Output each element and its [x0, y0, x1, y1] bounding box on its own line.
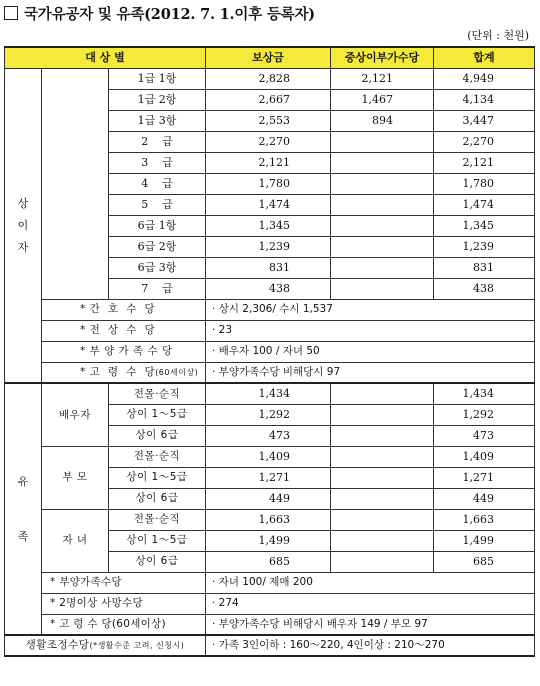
- wounded-label: [5, 68, 42, 383]
- allow-cell: [331, 257, 434, 278]
- grade-cell: 1급 2항: [109, 89, 206, 110]
- total-cell: 1,239: [434, 236, 535, 257]
- grade-cell: 2 급: [109, 131, 206, 152]
- extra-label: * 간 호 수 당: [42, 299, 206, 320]
- total-cell: 685: [434, 551, 535, 572]
- total-cell: 2,270: [434, 131, 535, 152]
- comp-cell: 1,780: [206, 173, 331, 194]
- type-cell: 상이 1～5급: [109, 404, 206, 425]
- comp-cell: 2,667: [206, 89, 331, 110]
- living-label-note: (*생활수준 고려, 신청시): [89, 641, 185, 651]
- group-name: 부 모: [42, 446, 109, 509]
- extra-label-text: * 고 령 수 당: [80, 366, 156, 378]
- extra-label: * 부 양 가 족 수 당: [42, 341, 206, 362]
- table-row: [5, 635, 535, 656]
- table-row: [5, 572, 535, 593]
- allow-cell: [331, 236, 434, 257]
- header-target: 대 상 별: [5, 47, 206, 68]
- allow-cell: [331, 131, 434, 152]
- checkbox-square-icon: [4, 6, 18, 20]
- table-row: [5, 383, 535, 404]
- grade-cell: 3 급: [109, 152, 206, 173]
- table-row: [5, 509, 535, 530]
- allow-cell: [331, 383, 434, 404]
- total-cell: 1,499: [434, 530, 535, 551]
- extra-value: · 상시 2,306/ 수시 1,537: [206, 299, 535, 320]
- comp-cell: 2,553: [206, 110, 331, 131]
- total-cell: 1,409: [434, 446, 535, 467]
- total-cell: 438: [434, 278, 535, 299]
- total-cell: 3,447: [434, 110, 535, 131]
- total-cell: 1,434: [434, 383, 535, 404]
- extra-label: * 고 령 수 당(60세이상): [42, 614, 206, 635]
- bereaved-label-char: 족: [17, 530, 29, 543]
- allow-cell: [331, 152, 434, 173]
- comp-cell: 1,292: [206, 404, 331, 425]
- grade-cell: 5 급: [109, 194, 206, 215]
- allow-cell: [331, 215, 434, 236]
- allow-cell: [331, 530, 434, 551]
- comp-cell: 1,474: [206, 194, 331, 215]
- extra-value: · 부양가족수당 비해당시 97: [206, 362, 535, 383]
- type-cell: 상이 1～5급: [109, 467, 206, 488]
- grade-cell: 6급 3항: [109, 257, 206, 278]
- extra-label: * 2명이상 사망수당: [42, 593, 206, 614]
- allow-cell: 894: [331, 110, 434, 131]
- extra-value: · 배우자 100 / 자녀 50: [206, 341, 535, 362]
- allow-cell: [331, 488, 434, 509]
- type-cell: 전몰·순직: [109, 383, 206, 404]
- living-value: · 가족 3인이하 : 160～220, 4인이상 : 210～270: [206, 635, 535, 656]
- allow-cell: [331, 278, 434, 299]
- type-cell: 상이 1～5급: [109, 530, 206, 551]
- table-row: [5, 320, 535, 341]
- comp-cell: 1,434: [206, 383, 331, 404]
- grade-cell: 6급 1항: [109, 215, 206, 236]
- compensation-table: [4, 46, 535, 657]
- total-cell: 4,949: [434, 68, 535, 89]
- total-cell: 473: [434, 425, 535, 446]
- comp-cell: 2,828: [206, 68, 331, 89]
- comp-cell: 1,499: [206, 530, 331, 551]
- allow-cell: [331, 194, 434, 215]
- group-name: 자 녀: [42, 509, 109, 572]
- grade-cell: 1급 3항: [109, 110, 206, 131]
- total-cell: 831: [434, 257, 535, 278]
- comp-cell: 473: [206, 425, 331, 446]
- extra-label: [42, 362, 206, 383]
- page-title: [4, 3, 315, 24]
- allow-cell: [331, 173, 434, 194]
- table-row: [5, 614, 535, 635]
- table-row: [5, 68, 535, 89]
- comp-cell: 1,239: [206, 236, 331, 257]
- total-cell: 1,292: [434, 404, 535, 425]
- type-cell: 상이 6급: [109, 425, 206, 446]
- allow-cell: [331, 551, 434, 572]
- total-cell: 2,121: [434, 152, 535, 173]
- allow-cell: 1,467: [331, 89, 434, 110]
- total-cell: 449: [434, 488, 535, 509]
- header-row: [5, 47, 535, 68]
- comp-cell: 2,270: [206, 131, 331, 152]
- table-row: [5, 446, 535, 467]
- type-cell: 상이 6급: [109, 551, 206, 572]
- allow-cell: [331, 425, 434, 446]
- table-row: [5, 593, 535, 614]
- comp-cell: 2,121: [206, 152, 331, 173]
- total-cell: 1,474: [434, 194, 535, 215]
- total-cell: 1,271: [434, 467, 535, 488]
- extra-value: · 23: [206, 320, 535, 341]
- extra-label-note: (60세이상): [155, 368, 199, 377]
- living-label-text: 생활조정수당: [25, 639, 90, 652]
- comp-cell: 1,345: [206, 215, 331, 236]
- wounded-label-char: 자: [17, 240, 29, 254]
- comp-cell: 438: [206, 278, 331, 299]
- table-row: [5, 299, 535, 320]
- extra-value: · 부양가족수당 비해당시 배우자 149 / 부모 97: [206, 614, 535, 635]
- table-row: [5, 341, 535, 362]
- extra-label: * 부양가족수당: [42, 572, 206, 593]
- comp-cell: 1,409: [206, 446, 331, 467]
- comp-cell: 685: [206, 551, 331, 572]
- unit-label: (단위 : 천원): [467, 29, 529, 42]
- table-row: [5, 362, 535, 383]
- comp-cell: 1,271: [206, 467, 331, 488]
- allow-cell: [331, 509, 434, 530]
- type-cell: 전몰·순직: [109, 509, 206, 530]
- allow-cell: [331, 446, 434, 467]
- comp-cell: 831: [206, 257, 331, 278]
- living-label: [5, 635, 206, 656]
- grade-cell: 1급 1항: [109, 68, 206, 89]
- extra-value: · 자녀 100/ 제매 200: [206, 572, 535, 593]
- title-text: 국가유공자 및 유족(2012. 7. 1.이후 등록자): [24, 6, 315, 23]
- bereaved-label: [5, 383, 42, 635]
- header-total: 합계: [434, 47, 535, 68]
- grade-cell: 7 급: [109, 278, 206, 299]
- wounded-label-char: 이: [17, 218, 29, 232]
- allow-cell: [331, 404, 434, 425]
- comp-cell: 1,663: [206, 509, 331, 530]
- type-cell: 상이 6급: [109, 488, 206, 509]
- total-cell: 1,780: [434, 173, 535, 194]
- type-cell: 전몰·순직: [109, 446, 206, 467]
- grade-cell: 6급 2항: [109, 236, 206, 257]
- grade-cell: 4 급: [109, 173, 206, 194]
- extra-label: * 전 상 수 당: [42, 320, 206, 341]
- comp-cell: 449: [206, 488, 331, 509]
- extra-value: · 274: [206, 593, 535, 614]
- allow-cell: 2,121: [331, 68, 434, 89]
- group-name: 배우자: [42, 383, 109, 446]
- allow-cell: [331, 467, 434, 488]
- total-cell: 1,663: [434, 509, 535, 530]
- header-allowance: 중상이부가수당: [331, 47, 434, 68]
- header-compensation: 보상금: [206, 47, 331, 68]
- wounded-spacer: [42, 68, 109, 299]
- wounded-label-char: 상: [17, 196, 29, 210]
- total-cell: 1,345: [434, 215, 535, 236]
- total-cell: 4,134: [434, 89, 535, 110]
- bereaved-label-char: 유: [17, 475, 29, 488]
